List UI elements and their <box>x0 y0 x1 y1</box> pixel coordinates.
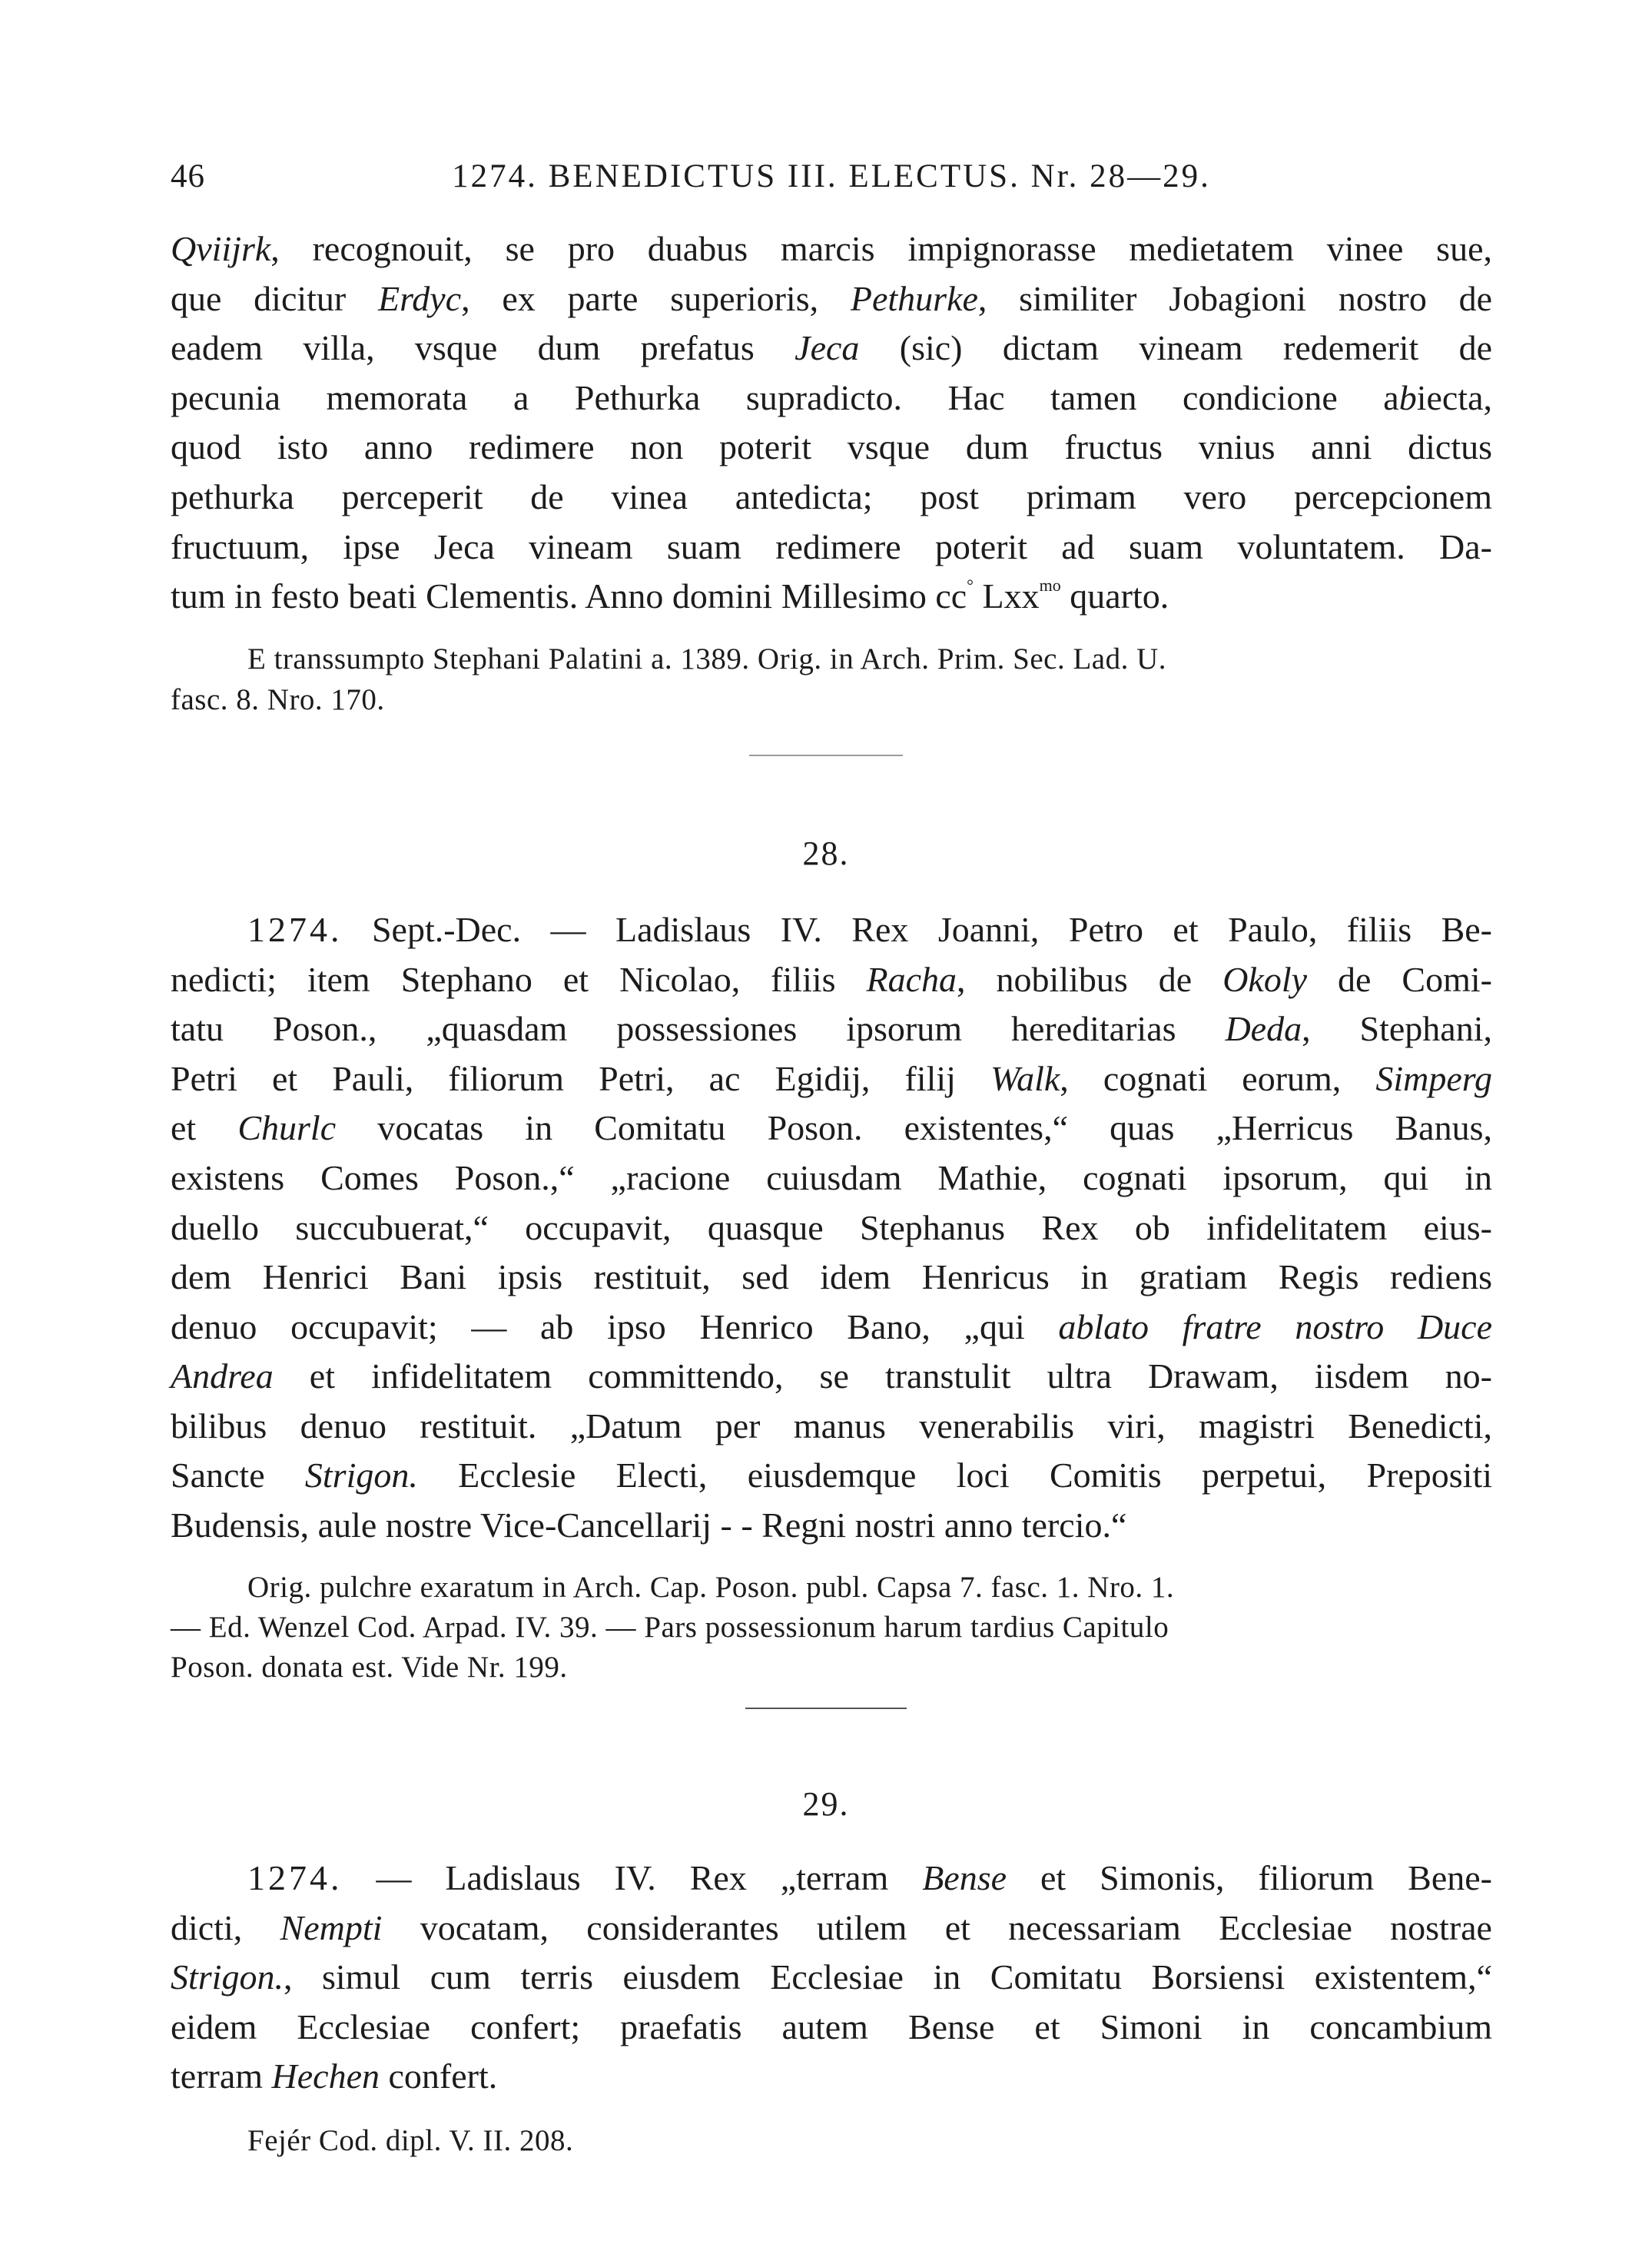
doc28-line-5: et Churlc vocatas in Comitatu Poson. existentes,“ quas „Herricus Banus, <box>171 1108 1492 1147</box>
doc29-line-4: eidem Ecclesiae confert; praefatis autem Bense et Simoni in concambium <box>171 2007 1492 2046</box>
section-divider <box>745 1708 907 1709</box>
doc29-number: 29. <box>802 1785 850 1823</box>
doc28-source-note-1: Orig. pulchre exaratum in Arch. Cap. Poson. publ. Capsa 7. fasc. 1. Nro. 1. <box>247 1571 1175 1604</box>
doc27-line-7: fructuum, ipse Jeca vineam suam redimere poterit ad suam voluntatem. Da- <box>171 527 1492 566</box>
doc27-line-6: pethurka perceperit de vinea antedicta; post primam vero percepcionem <box>171 477 1492 516</box>
page-number: 46 <box>171 158 205 194</box>
doc27-line-8: tum in festo beati Clementis. Anno domini Millesimo cc° Lxx$^{mo}$ quarto. <box>171 576 1169 616</box>
doc28-number: 28. <box>802 835 850 872</box>
doc27-source-note-1: E transsumpto Stephani Palatini a. 1389. Orig. in Arch. Prim. Sec. Lad. U. <box>247 642 1167 675</box>
running-title: 1274. BENEDICTUS III. ELECTUS. Nr. 28—29. <box>452 158 1211 194</box>
section-divider <box>749 755 903 756</box>
doc28-line-7: duello succubuerat,“ occupavit, quasque Stephanus Rex ob infidelitatem eius- <box>171 1208 1492 1247</box>
doc28-source-note-3: Poson. donata est. Vide Nr. 199. <box>171 1651 568 1684</box>
doc28-line-11: bilibus denuo restituit. „Datum per manus venerabilis viri, magistri Benedicti, <box>171 1406 1492 1446</box>
doc28-line-12: Sancte Strigon. Ecclesie Electi, eiusdemque loci Comitis perpetui, Prepositi <box>171 1455 1492 1495</box>
doc27-line-4: pecunia memorata a Pethurka supradicto. Hac tamen condicione abiecta, <box>171 378 1492 417</box>
doc27-source-note-2: fasc. 8. Nro. 170. <box>171 683 385 716</box>
doc27-line-1: Qviijrk, recognouit, se pro duabus marcis impignorasse medietatem vinee sue, <box>171 229 1492 268</box>
doc28-line-2: nedicti; item Stephano et Nicolao, filiis Racha, nobilibus de Okoly de Comi- <box>171 960 1492 999</box>
doc28-line-10: Andrea et infidelitatem committendo, se transtulit ultra Drawam, iisdem no- <box>171 1356 1492 1396</box>
doc28-line-1: 1274. Sept.-Dec. — Ladislaus IV. Rex Joanni, Petro et Paulo, filiis Be- <box>247 910 1492 949</box>
doc28-line-8: dem Henrici Bani ipsis restituit, sed idem Henricus in gratiam Regis rediens <box>171 1257 1492 1296</box>
doc29-line-1: 1274. — Ladislaus IV. Rex „terram Bense et Simonis, filiorum Bene- <box>247 1858 1492 1897</box>
doc28-line-6: existens Comes Poson.,“ „racione cuiusdam Mathie, cognati ipsorum, qui in <box>171 1158 1492 1197</box>
doc27-line-3: eadem villa, vsque dum prefatus Jeca (sic) dictam vineam redemerit de <box>171 328 1493 367</box>
doc28-line-4: Petri et Pauli, filiorum Petri, ac Egidij, filij Walk, cognati eorum, Simperg <box>171 1059 1492 1098</box>
doc29-line-3: Strigon., simul cum terris eiusdem Ecclesiae in Comitatu Borsiensi existentem,“ <box>171 1957 1492 1996</box>
doc28-line-3: tatu Poson., „quasdam possessiones ipsorum hereditarias Deda, Stephani, <box>171 1009 1493 1048</box>
doc29-line-5: terram Hechen confert. <box>171 2056 498 2096</box>
doc28-source-note-2: — Ed. Wenzel Cod. Arpad. IV. 39. — Pars possessionum harum tardius Capitulo <box>171 1611 1169 1644</box>
doc29-source-note-1: Fejér Cod. dipl. V. II. 208. <box>247 2124 574 2157</box>
doc28-line-13: Budensis, aule nostre Vice-Cancellarij - - Regni nostri anno tercio.“ <box>171 1505 1127 1545</box>
doc29-line-2: dicti, Nempti vocatam, considerantes utilem et necessariam Ecclesiae nostrae <box>171 1908 1492 1947</box>
doc27-line-2: que dicitur Erdyc, ex parte superioris, Pethurke, similiter Jobagioni nostro de <box>171 279 1492 318</box>
page-header <box>171 158 1492 204</box>
doc28-line-9: denuo occupavit; — ab ipso Henrico Bano, „qui ablato fratre nostro Duce <box>171 1307 1492 1346</box>
doc27-line-5: quod isto anno redimere non poterit vsque dum fructus vnius anni dictus <box>171 427 1492 466</box>
